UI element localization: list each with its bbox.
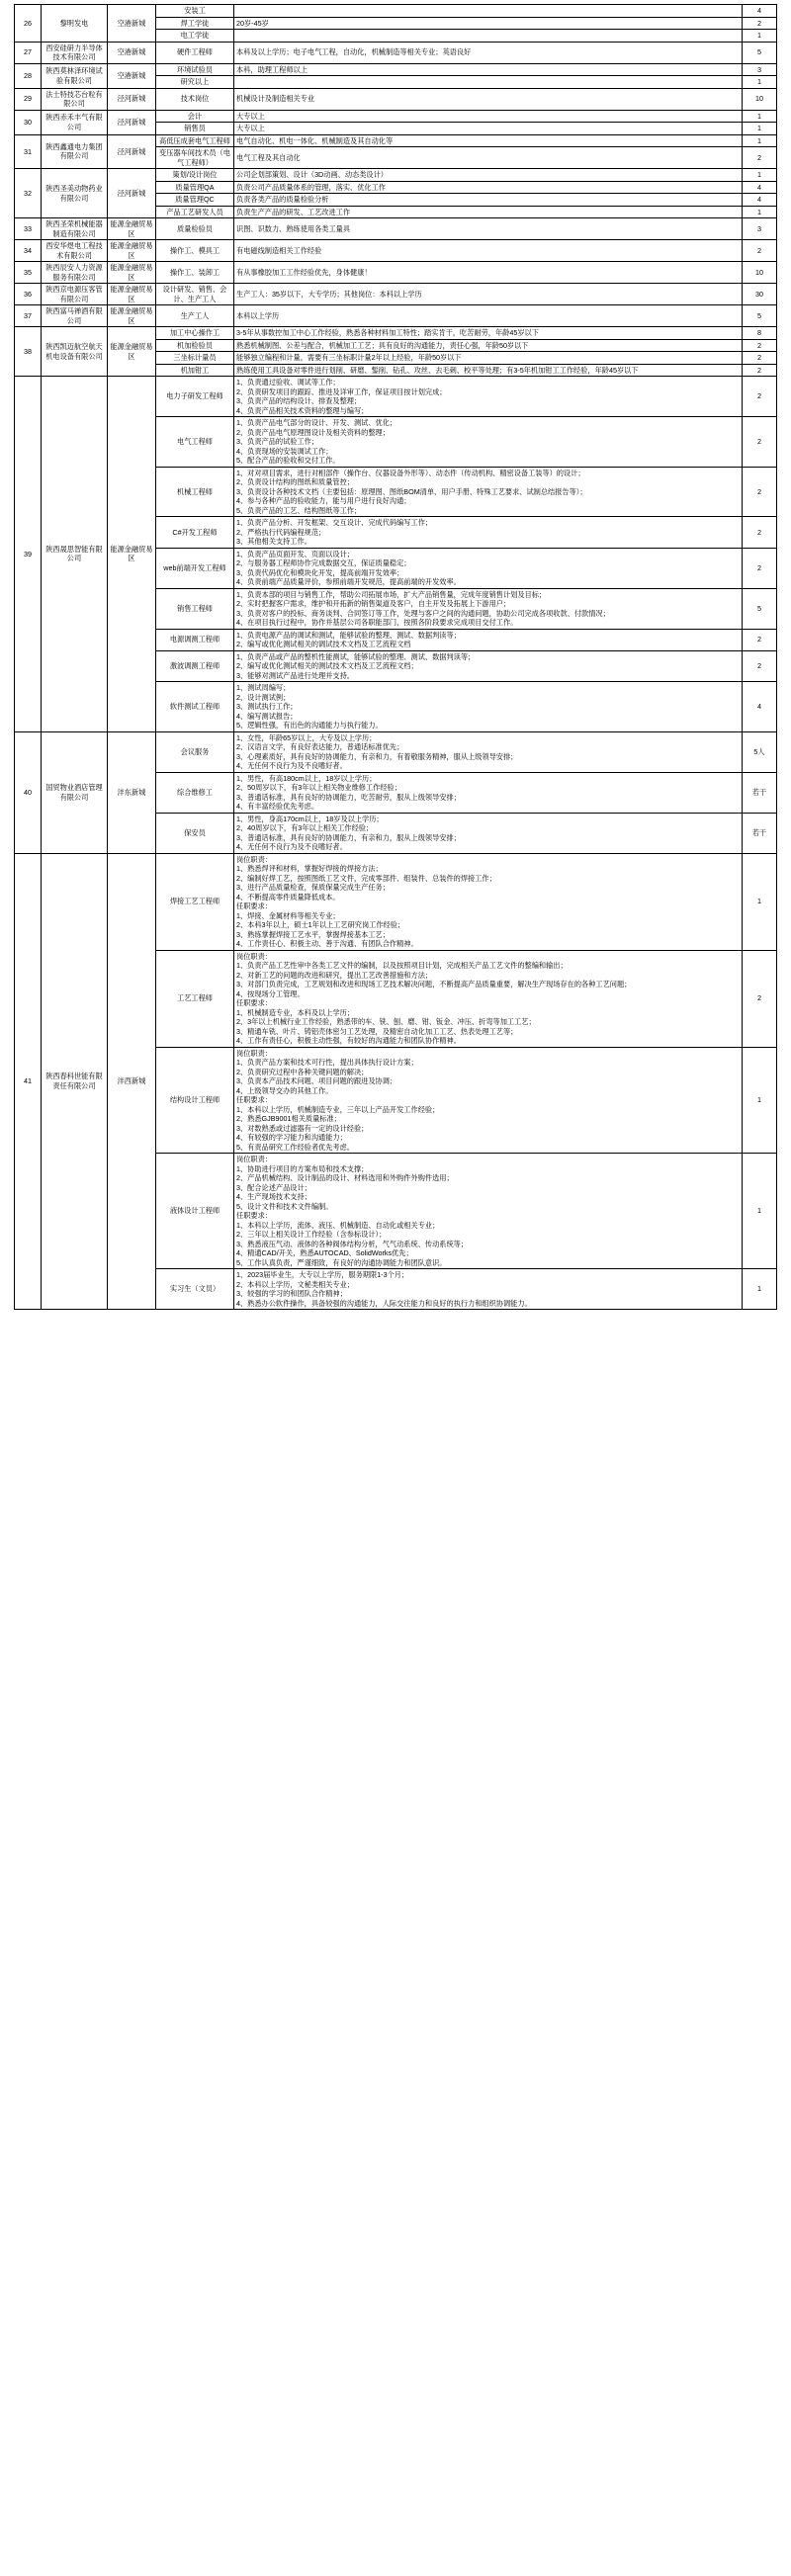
area-name: 泾河新城 bbox=[108, 88, 156, 110]
company-name: 陕西辰安人力资源服务有限公司 bbox=[42, 262, 108, 284]
job-count: 1 bbox=[743, 123, 777, 135]
job-requirements: 岗位职责： 1、熟悉焊评和材料，掌握好焊接的焊接方法； 2、编制好焊工艺，按照图纸工艺文件，完成零部件、组装件、总装件的焊接工作； 3、进行产品质量检查，保质保量完成生产任务； 4、不断提高零件质量降低成本。 任职要求： 1、焊接、金属材料等相关专业； 2、本科3年以上，硕士1年以上工艺研究岗工作经验； 3、熟练掌握焊接工艺水平，掌握焊接基本工艺； 4、工作责任心、积极主动、善于沟通、有团队合作精神。 bbox=[234, 853, 743, 950]
job-post: 实习生（文员） bbox=[156, 1269, 234, 1310]
job-post: web前端开发工程师 bbox=[156, 548, 234, 588]
job-count: 若干 bbox=[743, 813, 777, 853]
job-count: 5人 bbox=[743, 731, 777, 772]
job-post: 操作工、装卸工 bbox=[156, 262, 234, 284]
job-requirements: 本科，助理工程师以上 bbox=[234, 63, 743, 76]
job-post: 会计 bbox=[156, 110, 234, 123]
job-count: 2 bbox=[743, 147, 777, 169]
row-index: 38 bbox=[15, 327, 42, 377]
table-row bbox=[15, 134, 777, 147]
job-post: 工艺工程师 bbox=[156, 950, 234, 1047]
area-name: 能源金融贸易区 bbox=[108, 377, 156, 732]
job-listing-sheet bbox=[0, 4, 791, 1310]
table-row bbox=[15, 5, 777, 18]
job-requirements: 熟练使用工具设备对零件进行划削、研磨、錾削、钻孔、攻丝、去毛刺、校平等处理；有3-5年机加钳工工作经验，年龄45岁以下 bbox=[234, 364, 743, 377]
company-name: 陕西赤禾丰气有限公司 bbox=[42, 110, 108, 134]
row-index: 30 bbox=[15, 110, 42, 134]
job-count: 2 bbox=[743, 377, 777, 417]
job-requirements: 本科以上学历 bbox=[234, 305, 743, 327]
company-name: 陕西晟思智能有限公司 bbox=[42, 377, 108, 732]
job-requirements: 岗位职责： 1、负责产品方案和技术可行性，提出具体执行设计方案； 2、负责研究过程中各种关键问题的解决； 3、负责本产品技术问题、项目问题的跟进及协调； 4、上级领导交办的其他工作。 任职要求： 1、本科以上学历，机械制造专业，三年以上产品开发工作经验； 2、熟悉GJB9001相关质量标准； 3、对数熟悉或过滤器有一定的设计经验； 4、有较强的学习能力和沟通能力； 5、有责品研究工作经验者优先考虑。 bbox=[234, 1047, 743, 1154]
job-count: 1 bbox=[743, 169, 777, 182]
job-post: 综合维修工 bbox=[156, 772, 234, 813]
job-post: 安装工 bbox=[156, 5, 234, 18]
job-count: 4 bbox=[743, 682, 777, 732]
job-count: 1 bbox=[743, 110, 777, 123]
table-row bbox=[15, 88, 777, 110]
job-post: 电气工程师 bbox=[156, 417, 234, 468]
job-post: 加工中心操作工 bbox=[156, 327, 234, 340]
table-row bbox=[15, 42, 777, 63]
job-requirements: 1、负责电源产品的调试和测试，能够试验的整理、测试、数据判读等； 2、编写或优化测试相关的调试技术文档及工艺流程文档 bbox=[234, 629, 743, 650]
job-post: 机加钳工 bbox=[156, 364, 234, 377]
job-requirements: 本科及以上学历；电子电气工程，自动化，机械制造等相关专业；英语良好 bbox=[234, 42, 743, 63]
job-post: 激波调测工程师 bbox=[156, 650, 234, 682]
job-post: 电源调测工程师 bbox=[156, 629, 234, 650]
job-post: 结构设计工程师 bbox=[156, 1047, 234, 1154]
job-count: 2 bbox=[743, 339, 777, 352]
job-count: 2 bbox=[743, 17, 777, 30]
job-requirements: 机械设计及制造相关专业 bbox=[234, 88, 743, 110]
job-post: 电工学徒 bbox=[156, 30, 234, 43]
table-row bbox=[15, 218, 777, 240]
job-post: 产品工艺研发人员 bbox=[156, 206, 234, 218]
company-name: 黎明发电 bbox=[42, 5, 108, 43]
job-post: 液体设计工程师 bbox=[156, 1154, 234, 1269]
job-count: 2 bbox=[743, 240, 777, 262]
job-requirements: 电气工程及其自动化 bbox=[234, 147, 743, 169]
job-requirements: 1、负责产品或产品的整机性能测试，能够试验的整理、测试、数据判读等； 2、编写或优化测试相关的测试技术文档及工艺流程文档； 3、能够对测试产品进行处理并支持。 bbox=[234, 650, 743, 682]
company-name: 陕西莫林泽环境试验有限公司 bbox=[42, 63, 108, 88]
company-name: 陕西圣美动物药业有限公司 bbox=[42, 169, 108, 218]
job-requirements: 大专以上 bbox=[234, 110, 743, 123]
job-count: 1 bbox=[743, 853, 777, 950]
job-requirements: 1、女性，年龄65岁以上，大专及以上学历； 2、汉语言文学，有良好表达能力，普通话标准优先； 3、心理素质好，具有良好的协调能力，有亲和力，有着敬服务精神，服从上级领导安排； 4、无任何不良行为及不良嗜好者。 bbox=[234, 731, 743, 772]
area-name: 沣西新城 bbox=[108, 853, 156, 1310]
area-name: 能源金融贸易区 bbox=[108, 218, 156, 240]
job-count: 1 bbox=[743, 206, 777, 218]
job-count: 5 bbox=[743, 42, 777, 63]
row-index: 29 bbox=[15, 88, 42, 110]
job-post: 研究以上 bbox=[156, 76, 234, 89]
table-row bbox=[15, 853, 777, 950]
table-row bbox=[15, 110, 777, 123]
job-requirements: 1、2023届毕业生，大专以上学历，服务期限1-3个月； 2、本科以上学历，文秘类相关专业； 3、较强的学习的和团队合作精神； 4、熟悉办公软件操作，具备较强的沟通能力，人际交往能力和良好的执行力和组织协调能力。 bbox=[234, 1269, 743, 1310]
row-index: 27 bbox=[15, 42, 42, 63]
job-requirements: 熟悉机械制图、公差与配合，机械加工工艺；具有良好的沟通能力，责任心强，年龄50岁以下 bbox=[234, 339, 743, 352]
job-post: C#开发工程师 bbox=[156, 517, 234, 549]
job-post: 高低压成套电气工程师 bbox=[156, 134, 234, 147]
job-count: 若干 bbox=[743, 772, 777, 813]
job-count: 1 bbox=[743, 30, 777, 43]
job-post: 销售员 bbox=[156, 123, 234, 135]
row-index: 39 bbox=[15, 377, 42, 732]
job-post: 保安员 bbox=[156, 813, 234, 853]
job-requirements: 1、负责通过验收、调试等工作； 2、负责研发项目的跟踪、推进及详审工作，保证项目按计划完成； 3、负责产品的结构设计、排查及整理； 4、负责产品相关技术资料的整理与编写； bbox=[234, 377, 743, 417]
area-name: 泾河新城 bbox=[108, 110, 156, 134]
job-requirements: 负责生产产品的研发、工艺改进工作 bbox=[234, 206, 743, 218]
job-requirements: 1、负责本部的项目与销售工作，帮助公司拓展市场，扩大产品销售量，完成年度销售计划及目标； 2、实时把握客户需求，维护和开拓新的销售渠道及客户，自主开发及拓展上下游用户； 3、负责对客户的投标、商务谈判、合同签订等工作，处理与客户之间的沟通问题，协助公司完成各项收款、付款情况； 4、在项目执行过程中，协作并基层公司各职能部门，按照各阶段要求完成项目交付工作。 bbox=[234, 588, 743, 629]
job-post: 硬件工程师 bbox=[156, 42, 234, 63]
job-post: 生产工人 bbox=[156, 305, 234, 327]
area-name: 能源金融贸易区 bbox=[108, 305, 156, 327]
job-requirements: 电气自动化、机电一体化、机械制造及其自动化等 bbox=[234, 134, 743, 147]
job-count: 10 bbox=[743, 88, 777, 110]
area-name: 能源金融贸易区 bbox=[108, 240, 156, 262]
row-index: 35 bbox=[15, 262, 42, 284]
job-requirements: 1、男性，有高180cm以上，18岁以上学历； 2、50周岁以下，有3年以上相关物业维修工作经验； 3、普通话标准，具有良好的协调能力，吃苦耐劳，服从上级领导安排； 4、有丰富经验优先考虑。 bbox=[234, 772, 743, 813]
job-count: 2 bbox=[743, 629, 777, 650]
job-count: 4 bbox=[743, 5, 777, 18]
job-post: 会议服务 bbox=[156, 731, 234, 772]
company-name: 西安华煜电工程技术有限公司 bbox=[42, 240, 108, 262]
area-name: 泾河新城 bbox=[108, 169, 156, 218]
company-name: 陕西富马禅酒有限公司 bbox=[42, 305, 108, 327]
company-name: 国贸物业酒店管理有限公司 bbox=[42, 731, 108, 853]
job-requirements: 大专以上 bbox=[234, 123, 743, 135]
job-count: 3 bbox=[743, 63, 777, 76]
job-requirements: 20岁-45岁 bbox=[234, 17, 743, 30]
job-requirements: 1、负责产品分析、开发框架、交互设计、完成代码编写工作； 2、严格执行代码编程规范； 3、其他相关支持工作。 bbox=[234, 517, 743, 549]
job-count: 1 bbox=[743, 76, 777, 89]
table-row bbox=[15, 377, 777, 417]
table-row bbox=[15, 63, 777, 76]
job-post: 质量检验员 bbox=[156, 218, 234, 240]
job-requirements: 识图、识数力、熟练使用各类工量具 bbox=[234, 218, 743, 240]
job-post: 操作工、模具工 bbox=[156, 240, 234, 262]
company-name: 陕西京电源压客管有限公司 bbox=[42, 284, 108, 305]
job-post: 质量管理QA bbox=[156, 181, 234, 194]
job-count: 3 bbox=[743, 218, 777, 240]
job-post: 电力子研发工程师 bbox=[156, 377, 234, 417]
job-requirements bbox=[234, 30, 743, 43]
table-row bbox=[15, 284, 777, 305]
job-post: 机加检验员 bbox=[156, 339, 234, 352]
company-name: 陕西凯迈航空航天机电设备有限公司 bbox=[42, 327, 108, 377]
job-count: 2 bbox=[743, 950, 777, 1047]
area-name: 空港新城 bbox=[108, 63, 156, 88]
job-count: 1 bbox=[743, 1269, 777, 1310]
job-count: 2 bbox=[743, 417, 777, 468]
job-post: 三坐标计量员 bbox=[156, 352, 234, 365]
job-post: 策划/设计岗位 bbox=[156, 169, 234, 182]
job-post: 环境试验员 bbox=[156, 63, 234, 76]
area-name: 能源金融贸易区 bbox=[108, 284, 156, 305]
job-post: 设计研发、销售、会计、生产工人 bbox=[156, 284, 234, 305]
table-row bbox=[15, 169, 777, 182]
area-name: 沣东新城 bbox=[108, 731, 156, 853]
area-name: 空港新城 bbox=[108, 42, 156, 63]
table-row bbox=[15, 731, 777, 772]
job-post: 软件测试工程师 bbox=[156, 682, 234, 732]
job-requirements: 能够独立编程和计量，需要有三坐标职计量2年以上经验，年龄50岁以下 bbox=[234, 352, 743, 365]
job-post: 质量管理QC bbox=[156, 194, 234, 207]
row-index: 33 bbox=[15, 218, 42, 240]
job-requirements: 1、负责产品电气部分的设计、开发、测试、优化； 2、负责产品电气原理图设计及相关资料的整理； 3、负责产品的试验工作； 4、负责现场的安装调试工作； 5、配合产品的验收和交付工作。 bbox=[234, 417, 743, 468]
company-name: 西安硅研力半导体技术有限公司 bbox=[42, 42, 108, 63]
job-post: 技术岗位 bbox=[156, 88, 234, 110]
job-post: 焊接工艺工程师 bbox=[156, 853, 234, 950]
table-row bbox=[15, 262, 777, 284]
job-post: 销售工程师 bbox=[156, 588, 234, 629]
row-index: 36 bbox=[15, 284, 42, 305]
row-index: 40 bbox=[15, 731, 42, 853]
table-row bbox=[15, 327, 777, 340]
job-post: 变压器车间技术员（电气工程师） bbox=[156, 147, 234, 169]
company-name: 法士特技芯台粒有限公司 bbox=[42, 88, 108, 110]
job-requirements: 岗位职责： 1、协助进行项目的方案布局和技术支撑； 2、产品机械结构、设计制品的设计、材料选用和外购件外购件选用； 3、配合论述产品设计； 4、生产现场技术支持； 5、设计文件和技术文件编制。 任职要求： 1、本科以上学历，流体、液压、机械制造、自动化或相关专业； 2、三年以上相关设计工作经验（含参标设计）； 3、熟悉液压气动、液体的各种阀体结构分析，气气动系统、传动系统等； 4、精通CAD/开关，熟悉AUTOCAD、SolidWorks优先； 5、工作认真负责，严谨细致，有良好的沟通协调能力和团队意识。 bbox=[234, 1154, 743, 1269]
job-requirements: 生产工人：35岁以下，大专学历；其他岗位：本科以上学历 bbox=[234, 284, 743, 305]
job-post: 机械工程师 bbox=[156, 467, 234, 517]
company-name: 陕西春科世能有限责任有限公司 bbox=[42, 853, 108, 1310]
job-count: 2 bbox=[743, 364, 777, 377]
job-requirements: 公司企划部策划、设计（3D动画、动态类设计） bbox=[234, 169, 743, 182]
job-requirements: 1、负责产品页面开发、页面以设计； 2、与服务器工程师协作完成数据交互，保证质量稳定； 3、负责代码优化和模块化开发，提高前端开发效率； 4、负责前端产品质量评价，参照前端开发规范，提高前端的开发效率。 bbox=[234, 548, 743, 588]
job-requirements: 有从事橡胶加工工作经验优先，身体健康！ bbox=[234, 262, 743, 284]
job-count: 5 bbox=[743, 588, 777, 629]
job-requirements: 1、男性，身高170cm以上，18岁及以上学历； 2、40周岁以下，有3年以上相关工作经验； 3、普通话标准，具有良好的协调能力，有亲和力，服从上级领导安排； 4、无任何不良行为及不良嗜好者。 bbox=[234, 813, 743, 853]
company-name: 陕西鑫通电力集团有限公司 bbox=[42, 134, 108, 169]
job-requirements: 3-5年从事数控加工中心工作经验，熟悉各种材料加工特性；踏实肯干，吃苦耐劳，年龄45岁以下 bbox=[234, 327, 743, 340]
area-name: 能源金融贸易区 bbox=[108, 262, 156, 284]
job-count: 1 bbox=[743, 1047, 777, 1154]
row-index: 31 bbox=[15, 134, 42, 169]
table-row bbox=[15, 240, 777, 262]
job-count: 2 bbox=[743, 467, 777, 517]
job-requirements: 负责公司产品质量体系的管理，落实、优化工作 bbox=[234, 181, 743, 194]
table-body bbox=[15, 5, 777, 1310]
job-requirements: 负责各类产品的质量检验分析 bbox=[234, 194, 743, 207]
job-requirements: 1、测试周编写； 2、设计测试例； 3、测试执行工作； 4、编写测试报告； 5、逻辑性强，有出色的沟通能力与执行能力。 bbox=[234, 682, 743, 732]
row-index: 37 bbox=[15, 305, 42, 327]
job-count: 30 bbox=[743, 284, 777, 305]
job-requirements: 有电磁线制造相关工作经验 bbox=[234, 240, 743, 262]
job-listing-table bbox=[14, 4, 777, 1310]
row-index: 32 bbox=[15, 169, 42, 218]
job-count: 4 bbox=[743, 194, 777, 207]
job-requirements: 岗位职责： 1、负责产品工艺性审中各类工艺文件的编制，以及按照项目计划，完成相关产品工艺文件的整编和输出； 2、对新工艺的问题的改进和研究，提出工艺改善措施和方法； 3、对部门负责完成，工艺规划和改进和现场工艺技术解决问题，不断提高产品质量重要，解决生产现场存在的各种工艺问题； 4、按现场分工管理。 任职要求： 1、机械制造专业，本科及以上学历； 2、3年以上机械行业工作经验，熟悉带的车、铣、刨、磨、钳、钣金、冲压、折弯等加工工艺； 3、精通车铣、叶片、铸铝壳体密匀工艺处理，及精密自动化加工工艺、热表处理工艺等； 4、工作有责任心，积极主动性强，有较好的沟通能力和团队协作精神。 bbox=[234, 950, 743, 1047]
row-index: 41 bbox=[15, 853, 42, 1310]
job-requirements bbox=[234, 76, 743, 89]
row-index: 34 bbox=[15, 240, 42, 262]
job-count: 10 bbox=[743, 262, 777, 284]
job-count: 2 bbox=[743, 352, 777, 365]
row-index: 28 bbox=[15, 63, 42, 88]
job-count: 2 bbox=[743, 548, 777, 588]
job-count: 5 bbox=[743, 305, 777, 327]
area-name: 泾河新城 bbox=[108, 134, 156, 169]
job-count: 1 bbox=[743, 134, 777, 147]
job-requirements bbox=[234, 5, 743, 18]
job-count: 4 bbox=[743, 181, 777, 194]
area-name: 能源金融贸易区 bbox=[108, 327, 156, 377]
job-count: 2 bbox=[743, 517, 777, 549]
job-count: 8 bbox=[743, 327, 777, 340]
table-row bbox=[15, 305, 777, 327]
job-post: 焊工学徒 bbox=[156, 17, 234, 30]
row-index: 26 bbox=[15, 5, 42, 43]
area-name: 空港新城 bbox=[108, 5, 156, 43]
job-requirements: 1、对对项目需求，进行对相部件（操作台、仪器设备外形等）、动态件（传动机构、精密设备工装等）的设计； 2、负责设计结构的图纸和质量管控； 3、负责设计各种技术文档（主要包括：原理图、图纸BOM清单、用户手册、特殊工艺要求、试制总结报告等）； 4、参与各种产品的验收能力，能与用户进行良好沟通； 5、负责产品的工艺、结构图纸等工作； bbox=[234, 467, 743, 517]
company-name: 陕西圣荣机械能器制造有限公司 bbox=[42, 218, 108, 240]
job-count: 1 bbox=[743, 1154, 777, 1269]
job-count: 2 bbox=[743, 650, 777, 682]
